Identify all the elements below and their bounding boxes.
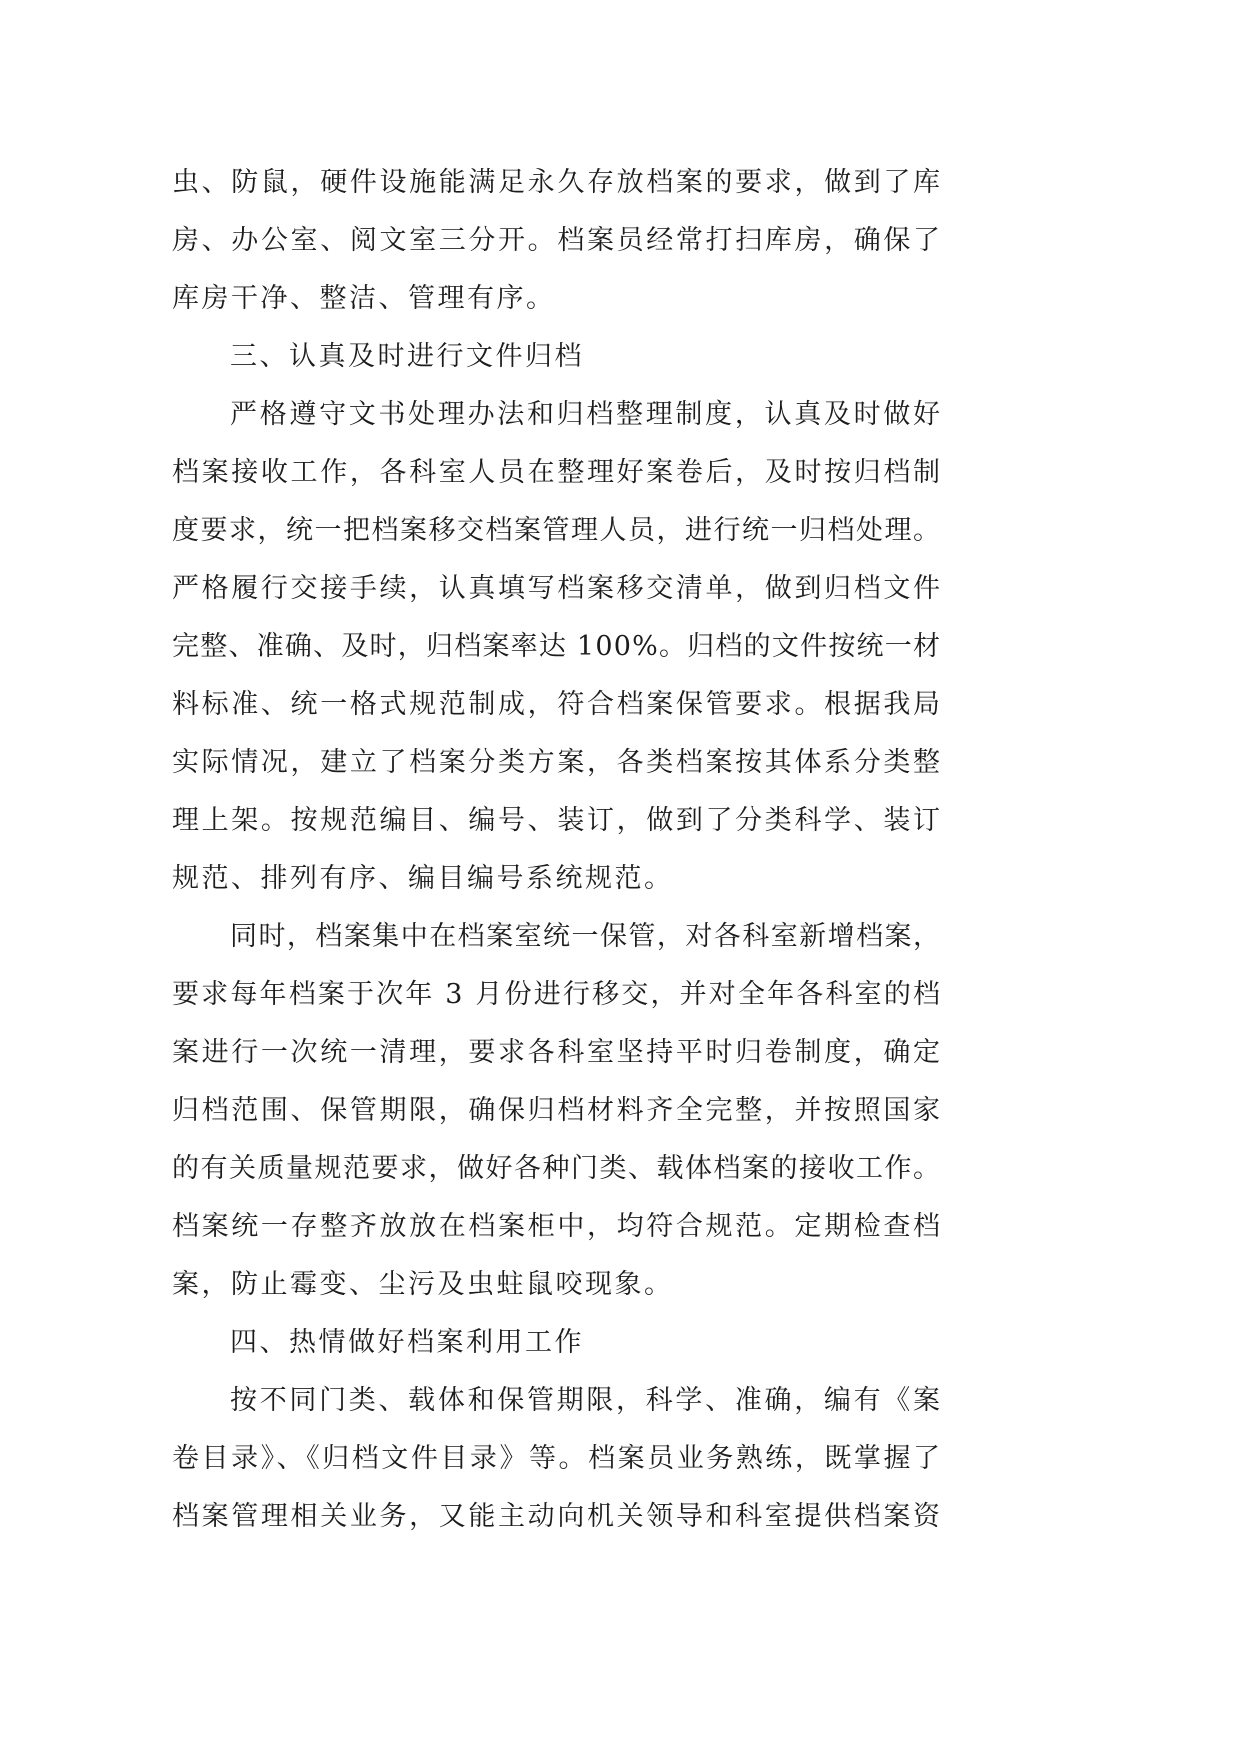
document-body <box>172 154 943 1546</box>
text-line: 案进行一次统一清理，要求各科室坚持平时归卷制度，确定 <box>172 1037 943 1068</box>
text-line: 严格遵守文书处理办法和归档整理制度，认真及时做好 <box>230 399 943 430</box>
text-line: 房、办公室、阅文室三分开。档案员经常打扫库房，确保了 <box>172 225 943 256</box>
text-line: 严格履行交接手续，认真填写档案移交清单，做到归档文件 <box>172 573 943 604</box>
section-heading: 三、认真及时进行文件归档 <box>230 341 584 372</box>
section-heading: 四、热情做好档案利用工作 <box>230 1327 584 1358</box>
text-line: 案，防止霉变、尘污及虫蛀鼠咬现象。 <box>172 1269 674 1300</box>
text-line: 料标准、统一格式规范制成，符合档案保管要求。根据我局 <box>172 689 943 720</box>
paragraph <box>172 1372 943 1546</box>
paragraph <box>172 908 943 1314</box>
text-line: 档案统一存整齐放放在档案柜中，均符合规范。定期检查档 <box>172 1211 943 1242</box>
text-line: 虫、防鼠，硬件设施能满足永久存放档案的要求，做到了库 <box>172 167 943 198</box>
text-line: 规范、排列有序、编目编号系统规范。 <box>172 863 674 894</box>
text-line: 的有关质量规范要求，做好各种门类、载体档案的接收工作。 <box>172 1153 942 1184</box>
text-line: 按不同门类、载体和保管期限，科学、准确，编有《案 <box>230 1385 943 1416</box>
text-line: 度要求，统一把档案移交档案管理人员，进行统一归档处理。 <box>172 515 942 546</box>
text-line: 卷目录》、《归档文件目录》等。档案员业务熟练，既掌握了 <box>172 1443 943 1474</box>
text-line: 归档范围、保管期限，确保归档材料齐全完整，并按照国家 <box>172 1095 943 1126</box>
text-line: 档案接收工作，各科室人员在整理好案卷后，及时按归档制 <box>172 457 943 488</box>
text-line: 完整、准确、及时，归档案率达 100%。归档的文件按统一材 <box>172 631 942 662</box>
text-line: 档案管理相关业务，又能主动向机关领导和科室提供档案资 <box>172 1501 943 1532</box>
text-line: 同时，档案集中在档案室统一保管，对各科室新增档案， <box>230 921 942 952</box>
paragraph <box>172 386 943 908</box>
text-line: 库房干净、整洁、管理有序。 <box>172 283 556 314</box>
paragraph <box>172 154 943 328</box>
text-line: 要求每年档案于次年 3 月份进行移交，并对全年各科室的档 <box>172 979 943 1010</box>
text-line: 理上架。按规范编目、编号、装订，做到了分类科学、装订 <box>172 805 943 836</box>
text-line: 实际情况，建立了档案分类方案，各类档案按其体系分类整 <box>172 747 943 778</box>
